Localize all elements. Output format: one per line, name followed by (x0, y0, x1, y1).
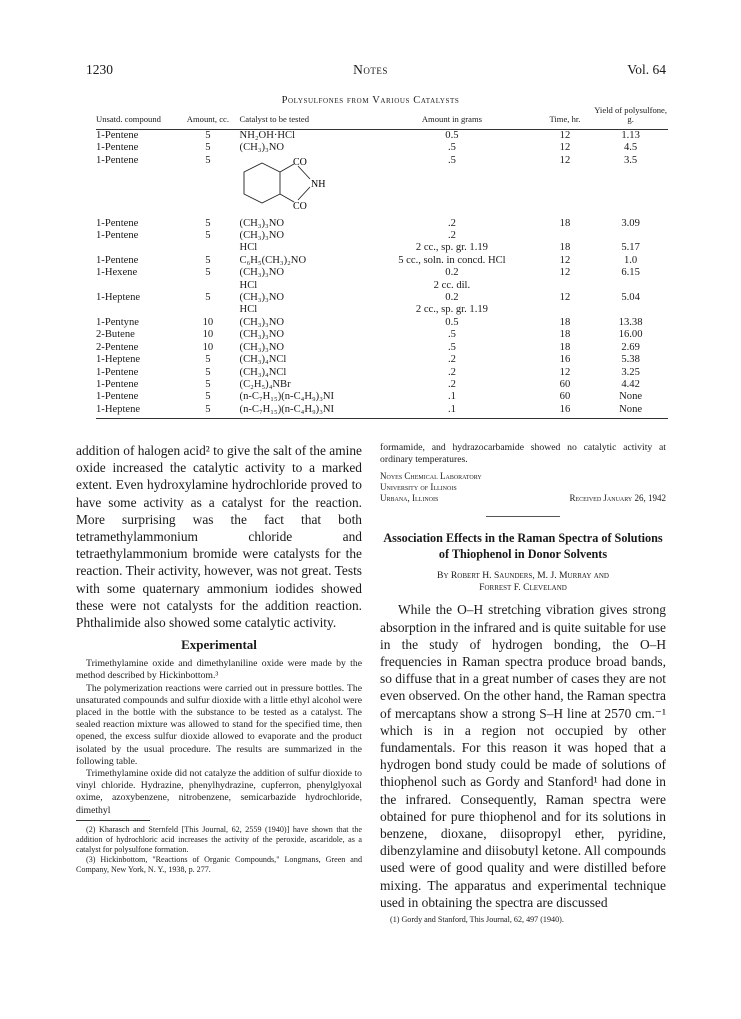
table-cell: .5 (447, 341, 456, 353)
byline-line: By Robert H. Saunders, M. J. Murray and (437, 570, 609, 582)
table-cell: 12 (559, 366, 571, 378)
table-row (96, 230, 668, 242)
table-cell: 1-Pentene (96, 230, 139, 242)
table-row (96, 304, 668, 316)
table-cell: 1-Pentyne (96, 316, 139, 328)
table-cell: 2 cc. dil. (433, 279, 471, 291)
table-cell: 5.38 (621, 354, 640, 366)
col-header: Unsatd. compound (96, 106, 184, 129)
table-header-row (96, 106, 668, 129)
table-row (96, 155, 668, 218)
table-cell: (CH₃)₃NO (239, 329, 285, 341)
table-cell: 5 (205, 267, 211, 279)
byline (380, 570, 666, 593)
table-cell: 12 (559, 154, 571, 166)
table-cell: .2 (447, 378, 456, 390)
table-cell (537, 304, 594, 316)
table-cell: (CH₃)₃NO (239, 142, 285, 154)
table-cell: .5 (447, 329, 456, 341)
table-cell: 1.0 (623, 254, 638, 266)
table-cell: 0.5 (445, 129, 459, 141)
table-cell (184, 304, 231, 316)
table-cell: 1-Pentene (96, 154, 139, 166)
table-cell: 18 (559, 217, 571, 229)
table-cell: 3.09 (621, 217, 640, 229)
table-cell: .5 (447, 142, 456, 154)
table-cell: (CH₃)₄NCl (239, 354, 287, 366)
table-cell: (CH₃)₃NO (239, 267, 285, 279)
table-cell: 0.5 (445, 316, 459, 328)
table-cell: 12 (559, 292, 571, 304)
col-header: Yield of polysulfone, g. (593, 106, 668, 129)
phthalimide-structure (240, 155, 358, 217)
table-row (96, 142, 668, 154)
right-column (380, 442, 666, 925)
table-cell: 5 (205, 217, 211, 229)
table-cell: (CH₃)₃NO (239, 341, 285, 353)
table-cell: 3.25 (621, 366, 640, 378)
table-row (96, 280, 668, 292)
table-cell: 5 (205, 254, 211, 266)
table-cell: 1-Pentene (96, 391, 139, 403)
table-cell: 1-Pentene (96, 142, 139, 154)
table-cell: NH₂OH·HCl (239, 129, 296, 141)
table-cell: 5 (205, 292, 211, 304)
table-cell: 12 (559, 129, 571, 141)
table-cell: 18 (559, 341, 571, 353)
table-cell: (n-C₇H₁₅)(n-C₄H₉)₃NI (239, 391, 335, 403)
table-cell: 5 (205, 366, 211, 378)
table-cell: 1-Pentene (96, 129, 139, 141)
table-cell: 5 cc., soln. in concd. HCl (398, 254, 506, 266)
table-title: Polysulfones from Various Catalysts (281, 95, 460, 106)
table-cell: 13.38 (618, 316, 643, 328)
table-cell: 2 cc., sp. gr. 1.19 (415, 242, 488, 254)
table-cell: 1-Heptene (96, 292, 141, 304)
table-cell: 3.5 (623, 154, 638, 166)
page-number: 1230 (86, 62, 113, 77)
table-cell: 5.04 (621, 292, 640, 304)
table-cell: 5 (205, 230, 211, 242)
col-header: Amount, cc. (184, 106, 231, 129)
table-row (96, 292, 668, 304)
table-cell: 18 (559, 329, 571, 341)
table-row (96, 255, 668, 267)
table-cell: 10 (202, 316, 214, 328)
table-cell: 2 cc., sp. gr. 1.19 (415, 304, 488, 316)
table-row (96, 342, 668, 354)
table-cell: .5 (447, 154, 456, 166)
table-cell: 12 (559, 142, 571, 154)
table-cell (96, 304, 184, 316)
table-cell: 12 (559, 254, 571, 266)
footnote-1: (1) Gordy and Stanford, This Journal, 62, 497 (1940). (390, 915, 564, 925)
table-cell (537, 230, 594, 242)
table-cell: HCl (239, 279, 258, 291)
table-cell: 5 (205, 154, 211, 166)
footnote-rule (76, 820, 150, 821)
table-cell: 2-Pentene (96, 341, 139, 353)
table-row (96, 218, 668, 230)
laboratory-address (380, 471, 666, 504)
table-cell: 1-Hexene (96, 267, 138, 279)
table-cell: .2 (447, 354, 456, 366)
left-column (76, 442, 362, 875)
table-cell: 1.13 (621, 129, 640, 141)
table-cell: .2 (447, 366, 456, 378)
table-cell: 16 (537, 404, 594, 419)
table-cell: (CH₃)₃NO (239, 292, 285, 304)
table-cell: 5 (205, 129, 211, 141)
table-cell (537, 280, 594, 292)
col-header: Time, hr. (537, 106, 594, 129)
table-cell: 60 (559, 391, 571, 403)
table-cell: (CH₃)₄NCl (239, 366, 287, 378)
article-body: While the O–H stretching vibration gives strong absorption in the infrared and is quite suitable for use in the study of hydrogen bonding, the O–H frequencies in Raman spectra produce broad bands, so diffuse that in a great number of cases they are not even observed. On the other hand, the Raman spectra of mercaptans show a strong S–H line at 2570 cm.⁻¹ which is in a region not occupied by other fundamentals. For this reason it was hoped that a hydrogen bond study could be made of solutions of thiophenol such as Gordy and Stanford¹ had done in the infrared. Consequently, Raman spectra were obtained for pure thiophenol and for its solutions in benzene, dioxane, diisopropyl ether, pyridine, dibenzylamine and diisobutyl ketone. All compounds used were of good quality and were distilled before mixing. The apparatus and experimental technique used in obtaining the spectra are discussed (380, 602, 666, 910)
table-cell (593, 280, 668, 292)
table-cell: 5 (184, 404, 231, 419)
table-cell: .1 (367, 404, 537, 419)
article-title: Association Effects in the Raman Spectra of Solutions of Thiophenol in Donor Solvents (383, 531, 663, 561)
table-cell: .2 (447, 217, 456, 229)
footnote-3: (3) Hickinbottom, "Reactions of Organic Compounds," Longmans, Green and Company, New York, N. Y., 1938, p. 277. (76, 854, 362, 874)
table-cell: 2.69 (621, 341, 640, 353)
table-cell: 0.2 (445, 267, 459, 279)
experimental-paragraph: Trimethylamine oxide and dimethylaniline oxide were made by the method described by Hickinbottom.³ (76, 658, 362, 682)
co-top-label: CO (292, 156, 307, 168)
table-cell (593, 304, 668, 316)
table-cell: 1-Pentene (96, 378, 139, 390)
table-cell: 5 (205, 142, 211, 154)
table-row (96, 329, 668, 341)
table-cell (184, 280, 231, 292)
table-cell: (n-C₇H₁₅)(n-C₄H₉)₃NI (232, 404, 368, 419)
table-cell: 1-Heptene (96, 404, 184, 419)
lab-line: University of Illinois (380, 482, 457, 493)
experimental-heading: Experimental (181, 637, 257, 653)
experimental-paragraph: Trimethylamine oxide did not catalyze the addition of sulfur dioxide to vinyl chloride. Hydrazine, phenylhydrazine, cupferron, phenylglyoxal oxime, azoxybenzene, nitrobenzene, semicarbazide hydrochloride, dimethyl (76, 768, 362, 816)
table-cell (96, 280, 184, 292)
table-row (96, 242, 668, 254)
table-cell: 4.42 (621, 378, 640, 390)
footnote-2: (2) Kharasch and Sternfeld [This Journal, 62, 2559 (1940)] have shown that the addition of hydrochloric acid increases the activity of the peroxide, ascaridole, as a catalyst for polysulfone formation. (76, 824, 362, 854)
body-paragraph: addition of halogen acid² to give the salt of the amine oxide increased the catalytic activity to a marked extent. Even hydroxylamine hydrochloride proved to have some activity as a catalyst for the reaction. More surprising was the fact that both tetramethylammonium chloride and tetraethylammonium bromide were catalysts for the reaction. Their activity, however, was not great. Tests with some quaternary ammonium iodides showed these were not catalysts for the addition reaction. Phthalimide also showed some catalytic activity. (76, 443, 362, 631)
table-cell: (CH₃)₃NO (239, 316, 285, 328)
table-cell (184, 242, 231, 254)
experimental-paragraph: The polymerization reactions were carried out in pressure bottles. The unsaturated compounds and sulfur dioxide with a little ethyl alcohol were placed in the bottle with the substance to be tested as a catalyst. The sealed reaction mixture was allowed to stand for the specified time, then opened, the excess sulfur dioxide allowed to evaporate and the product isolated by the usual procedure. The results are summarized in the following table. (76, 682, 362, 767)
table-cell: 1-Pentene (96, 254, 139, 266)
running-title: Notes (353, 62, 388, 77)
table-cell: 2-Butene (96, 329, 135, 341)
received-date: Received January 26, 1942 (569, 493, 666, 504)
table-cell: 1-Pentene (96, 366, 139, 378)
table-cell: 60 (559, 378, 571, 390)
continued-paragraph: formamide, and hydrazocarbamide showed no catalytic activity at ordinary temperatures. (380, 442, 666, 466)
table-row (96, 367, 668, 379)
col-header: Amount in grams (367, 106, 537, 129)
table-cell: 10 (202, 341, 214, 353)
table-cell: None (593, 404, 668, 419)
byline-line: Forrest F. Cleveland (479, 581, 567, 593)
table-row (96, 391, 668, 403)
lab-line (380, 493, 666, 504)
table-cell: 12 (559, 267, 571, 279)
table-cell: HCl (239, 304, 258, 316)
table-cell: 16 (559, 354, 571, 366)
table-cell: 5 (205, 354, 211, 366)
table-cell: HCl (239, 242, 258, 254)
table-row (96, 129, 668, 142)
nh-label: NH (310, 178, 325, 190)
table-cell: 1-Heptene (96, 354, 141, 366)
volume-label: Vol. 64 (627, 62, 666, 77)
table-cell: C₆H₅(CH₃)₂NO (239, 254, 307, 266)
table-cell: .1 (447, 391, 456, 403)
table-cell: 16.00 (618, 329, 643, 341)
co-bottom-label: CO (292, 200, 307, 212)
table-cell: .2 (447, 230, 456, 242)
table-cell: (CH₃)₃NO (239, 230, 285, 242)
lab-line: Noyes Chemical Laboratory (380, 471, 482, 482)
lab-city: Urbana, Illinois (380, 493, 439, 504)
col-header: Catalyst to be tested (232, 106, 368, 129)
table-cell: 5 (205, 378, 211, 390)
table-cell (96, 242, 184, 254)
table-cell: 1-Pentene (96, 217, 139, 229)
table-cell: 4.5 (623, 142, 638, 154)
table-row (96, 317, 668, 329)
table-cell: (C₂H₅)₄NBr (239, 378, 291, 390)
polysulfone-table (96, 106, 668, 419)
table-row (96, 354, 668, 366)
table-row (96, 404, 668, 419)
phthalimide-structure-cell (232, 155, 368, 218)
table-cell: None (619, 391, 643, 403)
table-cell: 5.17 (621, 242, 640, 254)
table-cell: 10 (202, 329, 214, 341)
table-cell: 18 (559, 316, 571, 328)
table-row (96, 267, 668, 279)
table-cell (593, 230, 668, 242)
article-separator (486, 516, 560, 517)
table-cell: 6.15 (621, 267, 640, 279)
table-cell: 18 (559, 242, 571, 254)
table-row (96, 379, 668, 391)
table-cell: (CH₃)₃NO (239, 217, 285, 229)
table-cell: 0.2 (445, 292, 459, 304)
table-cell: 5 (205, 391, 211, 403)
